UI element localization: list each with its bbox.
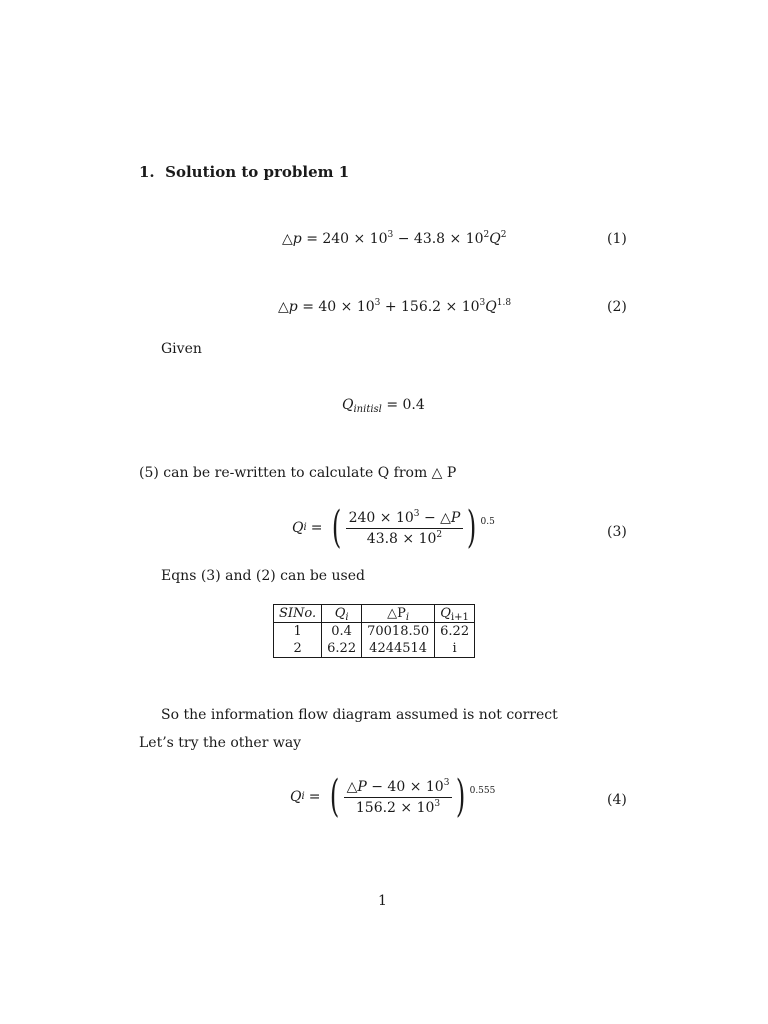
page-number: 1: [378, 893, 387, 909]
eq4-numerator: △P − $40 \times 10^3$: [344, 779, 453, 798]
eq2-exp1: 3: [374, 298, 381, 308]
section-number: 1.: [139, 163, 155, 181]
conclusion-text: So the information flow diagram assumed is not correct: [161, 707, 558, 723]
header-qi: $Q_i$: [322, 605, 362, 623]
eq1-exp3: 2: [500, 230, 507, 240]
q-initial-var: Q: [342, 397, 354, 413]
iteration-table: [273, 604, 475, 658]
q-initial-sub: initisl: [353, 404, 382, 415]
q-initial-value: = 0.4: [386, 397, 425, 413]
equation-3: Q i = ( $\frac{240 \times 10^3 - \triangle P}{43.8 \times 10^2}$ ) 0.5: [292, 502, 495, 553]
table-cell: 4244514: [362, 640, 435, 658]
eq4-fraction: [344, 779, 453, 816]
eq1-var: Q: [489, 231, 501, 247]
eq3-fraction: [346, 510, 464, 547]
equation-3-number: (3): [607, 524, 627, 540]
equation-2-number: (2): [607, 299, 627, 315]
eq2-exp3: 1.8: [496, 298, 512, 308]
eq2-term1: = 40 × 10: [302, 299, 375, 315]
eqns-text: Eqns (3) and (2) can be used: [161, 568, 365, 584]
eq1-term1: = 240 × 10: [306, 231, 388, 247]
eq4-equals: =: [308, 789, 321, 805]
table-header-row: [274, 605, 475, 623]
rewrite-text: (5) can be re-written to calculate Q from △ P: [139, 465, 457, 481]
eq4-right-paren: ): [456, 771, 466, 822]
eq1-term2: − 43.8 × 10: [393, 231, 484, 247]
equation-2: [278, 299, 511, 315]
equation-1-number: (1): [607, 231, 627, 247]
table-cell: 2: [274, 640, 322, 658]
eq4-left-paren: (: [330, 771, 340, 822]
eq2-lhs: △p: [278, 299, 298, 315]
header-qi1: $Q_{i+1}$: [435, 605, 475, 623]
eq3-lhs-var: Q: [292, 520, 304, 536]
eq1-lhs: △p: [282, 231, 302, 247]
table-row: [274, 623, 475, 641]
other-way-text: Let’s try the other way: [139, 735, 302, 751]
section-heading: [139, 163, 349, 181]
table-cell: 6.22: [322, 640, 362, 658]
eq3-equals: =: [310, 520, 323, 536]
table-cell: 6.22: [435, 623, 475, 641]
header-sino: SINo.: [274, 605, 322, 623]
eq2-var: Q: [485, 299, 497, 315]
equation-4-number: (4): [607, 792, 627, 808]
eq1-exp2: 2: [483, 230, 490, 240]
table-cell: 70018.50: [362, 623, 435, 641]
eq2-exp2: 3: [479, 298, 486, 308]
eq1-exp1: 3: [387, 230, 394, 240]
eq4-lhs-var: Q: [290, 789, 302, 805]
equation-1: [282, 231, 506, 247]
q-initial-equation: [342, 397, 425, 413]
eq3-power: 0.5: [480, 517, 495, 527]
eq4-power: 0.555: [469, 786, 496, 796]
table-row: [274, 640, 475, 658]
eq3-denominator: $43.8 \times 10^2$: [366, 529, 443, 547]
table-cell: 1: [274, 623, 322, 641]
eq3-right-paren: ): [467, 502, 477, 553]
header-dpi: $\triangle P_i$: [362, 605, 435, 623]
given-label: Given: [161, 341, 202, 357]
table-cell: i: [435, 640, 475, 658]
eq2-term2: + 156.2 × 10: [380, 299, 480, 315]
eq3-numerator: $240 \times 10^3$ − △P: [346, 510, 464, 529]
eq3-left-paren: (: [332, 502, 342, 553]
equation-4: Q i = ( $\frac{\triangle P - 40 \times 10^3}{156.2 \times 10^3}$ ) 0.555: [290, 771, 496, 822]
table-cell: 0.4: [322, 623, 362, 641]
eq4-denominator: $156.2 \times 10^3$: [355, 798, 441, 816]
section-title: Solution to problem 1: [165, 163, 350, 181]
